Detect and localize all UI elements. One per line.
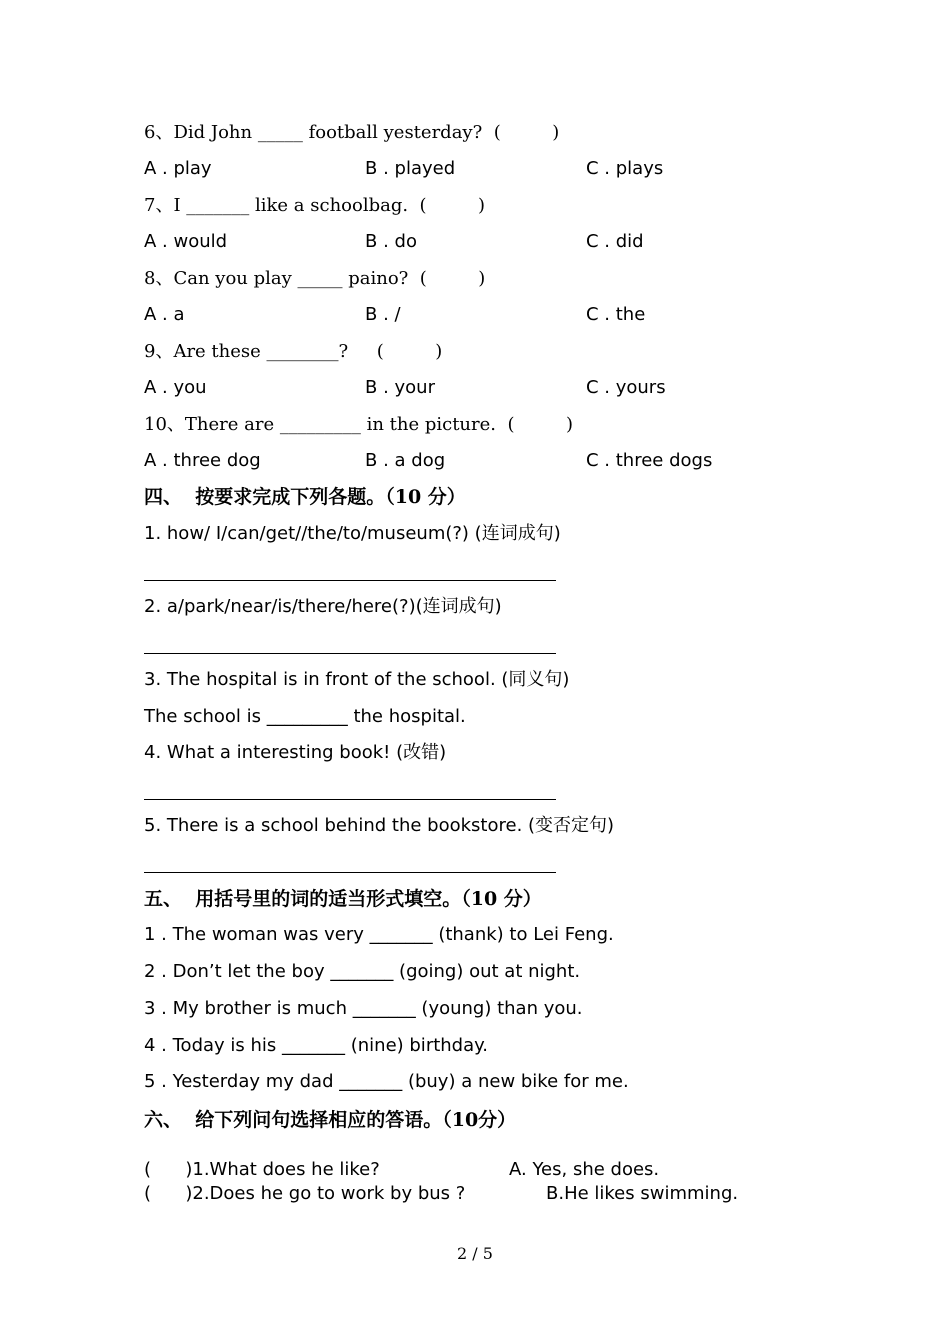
section-4-item-1: 1. how/ I/can/get//the/to/museum(?) (连词成句) bbox=[144, 523, 561, 544]
question-10-option-c: C . three dogs bbox=[586, 450, 713, 471]
question-9-stem: 9、Are these ________? ( ) bbox=[144, 341, 443, 362]
question-8-option-c: C . the bbox=[586, 304, 646, 325]
section-6-question-2: ( )2.Does he go to work by bus ? bbox=[144, 1183, 466, 1204]
question-8-stem: 8、Can you play _____ paino? ( ) bbox=[144, 268, 486, 289]
section-4-heading: 四、 按要求完成下列各题。（10 分） bbox=[144, 486, 466, 508]
question-7-option-c: C . did bbox=[586, 231, 644, 252]
section-5-item-4: 4 . Today is his _______ (nine) birthday. bbox=[144, 1035, 488, 1056]
question-10-option-b: B . a dog bbox=[365, 450, 446, 471]
section-5-item-5: 5 . Yesterday my dad _______ (buy) a new bike for me. bbox=[144, 1071, 629, 1092]
section-5-heading: 五、 用括号里的词的适当形式填空。（10 分） bbox=[144, 888, 542, 910]
answer-line-4 bbox=[144, 799, 556, 800]
section-5-item-1: 1 . The woman was very _______ (thank) to Lei Feng. bbox=[144, 924, 614, 945]
section-4-item-4: 4. What a interesting book! (改错) bbox=[144, 742, 447, 763]
section-4-item-3: 3. The hospital is in front of the school. (同义句) bbox=[144, 669, 570, 690]
question-9-option-c: C . yours bbox=[586, 377, 666, 398]
question-6-option-c: C . plays bbox=[586, 158, 664, 179]
question-10-stem: 10、There are _________ in the picture. ( ) bbox=[144, 414, 573, 435]
question-6-option-b: B . played bbox=[365, 158, 456, 179]
section-5-item-2: 2 . Don’t let the boy _______ (going) out at night. bbox=[144, 961, 581, 982]
question-8-option-b: B . / bbox=[365, 304, 401, 325]
question-9-option-b: B . your bbox=[365, 377, 435, 398]
section-4-item-5: 5. There is a school behind the bookstore. (变否定句) bbox=[144, 815, 615, 836]
question-9-option-a: A . you bbox=[144, 377, 207, 398]
answer-line-2 bbox=[144, 653, 556, 654]
question-6-option-a: A . play bbox=[144, 158, 212, 179]
section-6-answer-b: B.He likes swimming. bbox=[546, 1183, 739, 1204]
section-6-question-1: ( )1.What does he like? bbox=[144, 1159, 380, 1180]
answer-line-5 bbox=[144, 872, 556, 873]
question-7-stem: 7、I _______ like a schoolbag. ( ) bbox=[144, 195, 486, 216]
section-4-item-3-blank: The school is _________ the hospital. bbox=[144, 706, 466, 727]
question-10-option-a: A . three dog bbox=[144, 450, 261, 471]
question-8-option-a: A . a bbox=[144, 304, 185, 325]
section-6-answer-a: A. Yes, she does. bbox=[509, 1159, 660, 1180]
answer-line-1 bbox=[144, 580, 556, 581]
section-5-item-3: 3 . My brother is much _______ (young) than you. bbox=[144, 998, 583, 1019]
page-number: 2 / 5 bbox=[457, 1244, 493, 1263]
section-6-heading: 六、 给下列问句选择相应的答语。（10分） bbox=[144, 1109, 517, 1131]
question-6-stem: 6、Did John _____ football yesterday? ( ) bbox=[144, 122, 560, 143]
question-7-option-b: B . do bbox=[365, 231, 417, 252]
section-4-item-2: 2. a/park/near/is/there/here(?)(连词成句) bbox=[144, 596, 502, 617]
question-7-option-a: A . would bbox=[144, 231, 228, 252]
